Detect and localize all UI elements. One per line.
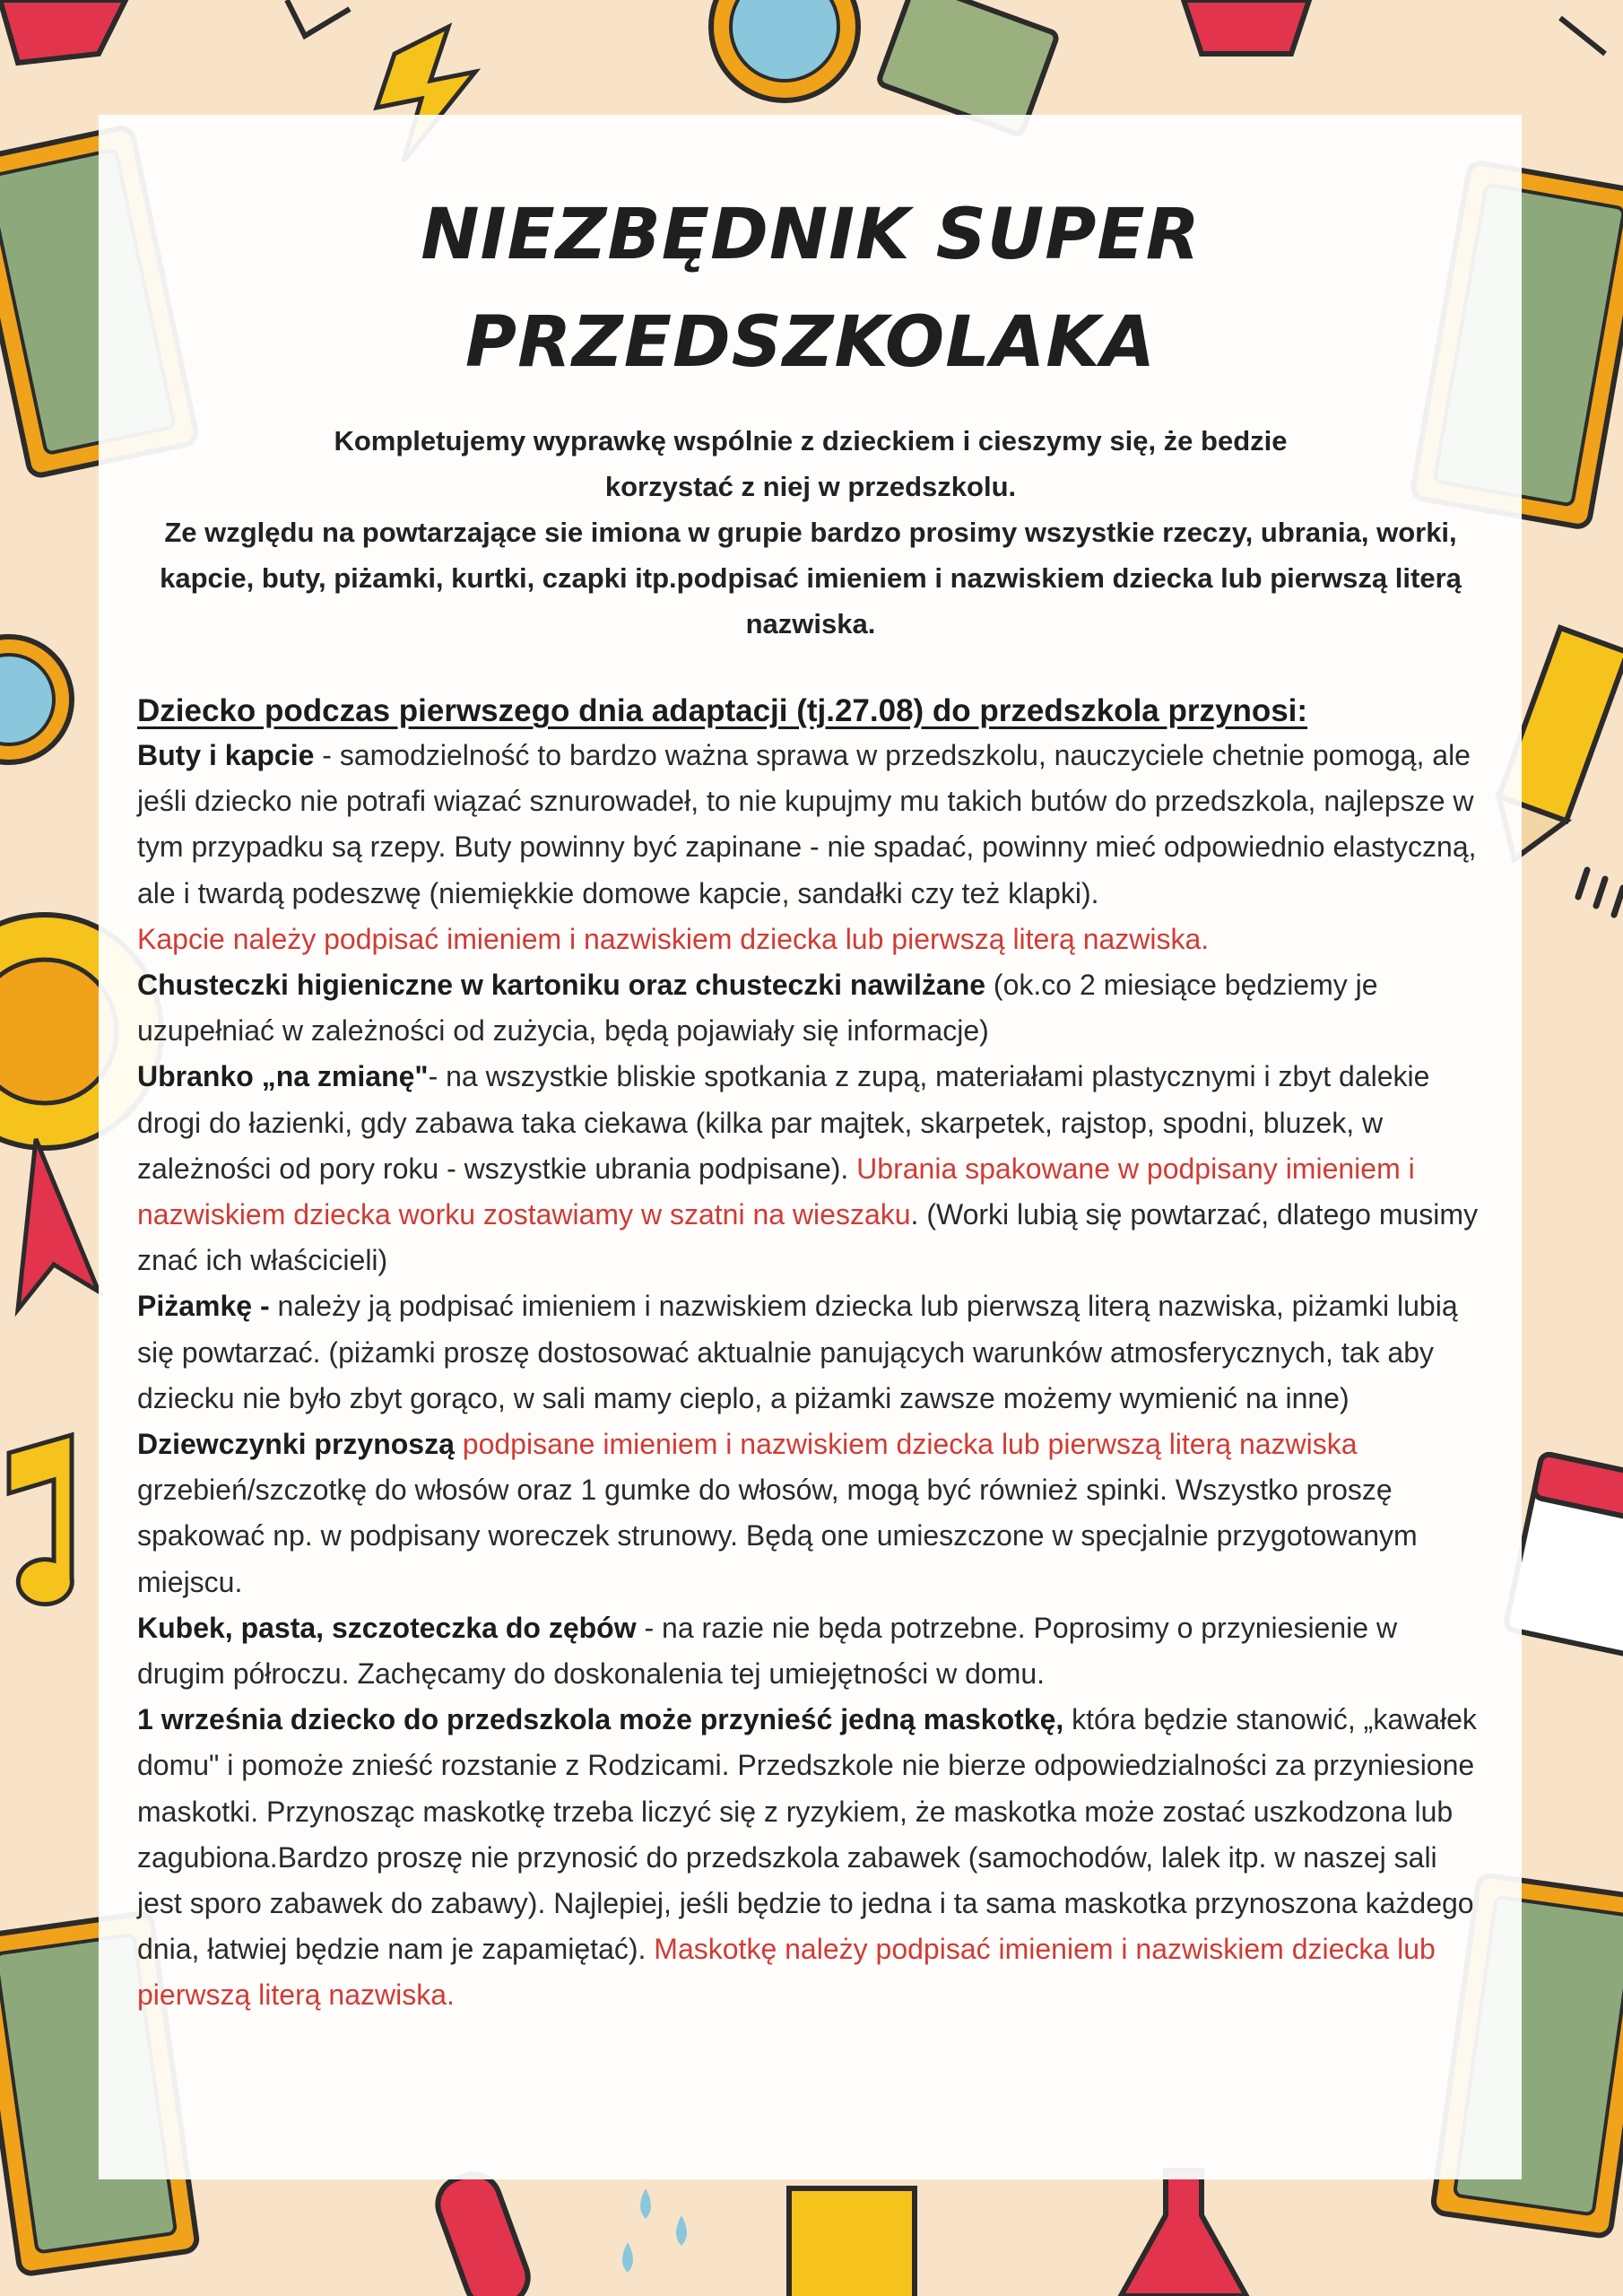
ribbon-icon [1184, 0, 1309, 54]
item-text: - samodzielność to bardzo ważna sprawa w przedszkolu, nauczyciele chetnie pomogą, ale jeśli dziecko nie potrafi wiązać sznurowadeł, to nie kupujmy mu takich butów do przedszkola, najlepsze w tym przypadku są rzepy. Buty powinny być zapinane - nie spadać, powinny mieć odpowiednio elastyczną, ale i twardą podeszwę (niemiękkie domowe kapcie, sandałki czy też klapki). [137, 739, 1477, 909]
item-note: podpisane imieniem i nazwiskiem dziecka lub pierwszą literą nazwiska [454, 1428, 1358, 1461]
intro-paragraph-2: Ze względu na powtarzające sie imiona w grupie bardzo prosimy wszystkie rzeczy, ubrania, worki, kapcie, buty, piżamki, kurtki, czapki itp.podpisać imieniem i nazwiskiem dziecka lub pierwszą literą nazwiska. [160, 517, 1462, 639]
item-label: Buty i kapcie [137, 739, 315, 771]
item-text: - na razie nie będa potrzebne. Poprosimy o przyniesienie w drugim półroczu. Zachęcamy do doskonalenia tej umiejętności w domu. [137, 1611, 1398, 1691]
item-text: należy ją podpisać imieniem i nazwiskiem dziecka lub pierwszą literą nazwiska, piżamki lubią się powtarzać. (piżamki proszę dostosować aktualnie panujących warunków atmosferycznych, tak aby dziecku nie było zbyt gorąco, w sali mamy cieplo, a piżamki zawsze możemy wymienić na inne) [137, 1290, 1458, 1414]
page-title [137, 181, 1484, 396]
item-clothes [137, 1054, 1484, 1283]
title-line-1: NIEZBĘDNIK SUPER [421, 195, 1201, 275]
item-label: Dziewczynki przynoszą [137, 1428, 455, 1461]
item-label: Ubranko „na zmianę" [137, 1060, 429, 1093]
item-note: Maskotkę należy podpisać imieniem i nazwiskiem dziecka lub pierwszą literą nazwiska. [137, 1933, 1436, 2012]
item-label: 1 września dziecko do przedszkola może przynieść jedną maskotkę, [137, 1703, 1064, 1736]
item-text: (ok.co 2 miesiące będziemy je uzupełniać w zależności od zużycia, będą pojawiały się informacje) [137, 969, 1378, 1048]
item-label: Kubek, pasta, szczoteczka do zębów [137, 1611, 637, 1644]
content-panel [99, 115, 1522, 2179]
item-girls [137, 1422, 1484, 1605]
item-label: Piżamkę - [137, 1290, 270, 1323]
item-note: Kapcie należy podpisać imieniem i nazwiskiem dziecka lub pierwszą literą nazwiska. [137, 922, 1210, 955]
intro-paragraph-1: Kompletujemy wyprawkę wspólnie z dzieckiem i cieszymy się, że bedzie korzystać z niej w przedszkolu. [334, 425, 1288, 502]
item-text: - na wszystkie bliskie spotkania z zupą, materiałami plastycznymi i zbyt dalekie drogi do łazienki, gdy zabawa taka ciekawa (kilka par majtek, skarpetek, rajstop, spodni, bluzek, w zależności od pory roku - wszystkie ubrania podpisane). [137, 1060, 1430, 1185]
section-heading: Dziecko podczas pierwszego dnia adaptacji (tj.27.08) do przedszkola przynosi: [137, 693, 1308, 728]
item-label: Chusteczki higieniczne w kartoniku oraz chusteczki nawilżane [137, 969, 986, 1002]
items-list [137, 733, 1484, 2019]
item-text-after: . (Worki lubią się powtarzać, dlatego musimy znać ich właścicieli) [137, 1198, 1479, 1277]
item-pajamas [137, 1283, 1484, 1422]
item-note: Ubrania spakowane w podpisany imieniem i nazwiskiem dziecka worku zostawiamy w szatni na wieszaku [137, 1152, 1415, 1231]
item-mascot [137, 1697, 1484, 2018]
item-text: grzebień/szczotkę do włosów oraz 1 gumke do włosów, mogą być również spinki. Wszystko proszę spakować np. w podpisany woreczek strunowy. Będą one umieszczone w specjalnie przygotowanym miejscu. [137, 1474, 1418, 1598]
intro-text [137, 418, 1484, 647]
item-shoes [137, 733, 1484, 962]
music-note-icon [789, 2188, 915, 2296]
item-toothbrush [137, 1605, 1484, 1697]
item-wipes [137, 962, 1484, 1054]
title-line-2: PRZEDSZKOLAKA [464, 302, 1157, 383]
item-text: która będzie stanowić, „kawałek domu" i pomoże znieść rozstanie z Rodzicami. Przedszkole nie bierze odpowiedzialności za przyniesione maskotki. Przynosząc maskotkę trzeba liczyć się z ryzykiem, że maskotka może zostać uszkodzona lub zagubiona.Bardzo proszę nie przynosić do przedszkola zabawek (samochodów, lalek itp. w naszej sali jest sporo zabawek do zabawy). Najlepiej, jeśli będzie to jedna i ta sama maskotka przynoszona każdego dnia, łatwiej będzie nam je zapamiętać). [137, 1703, 1477, 1966]
